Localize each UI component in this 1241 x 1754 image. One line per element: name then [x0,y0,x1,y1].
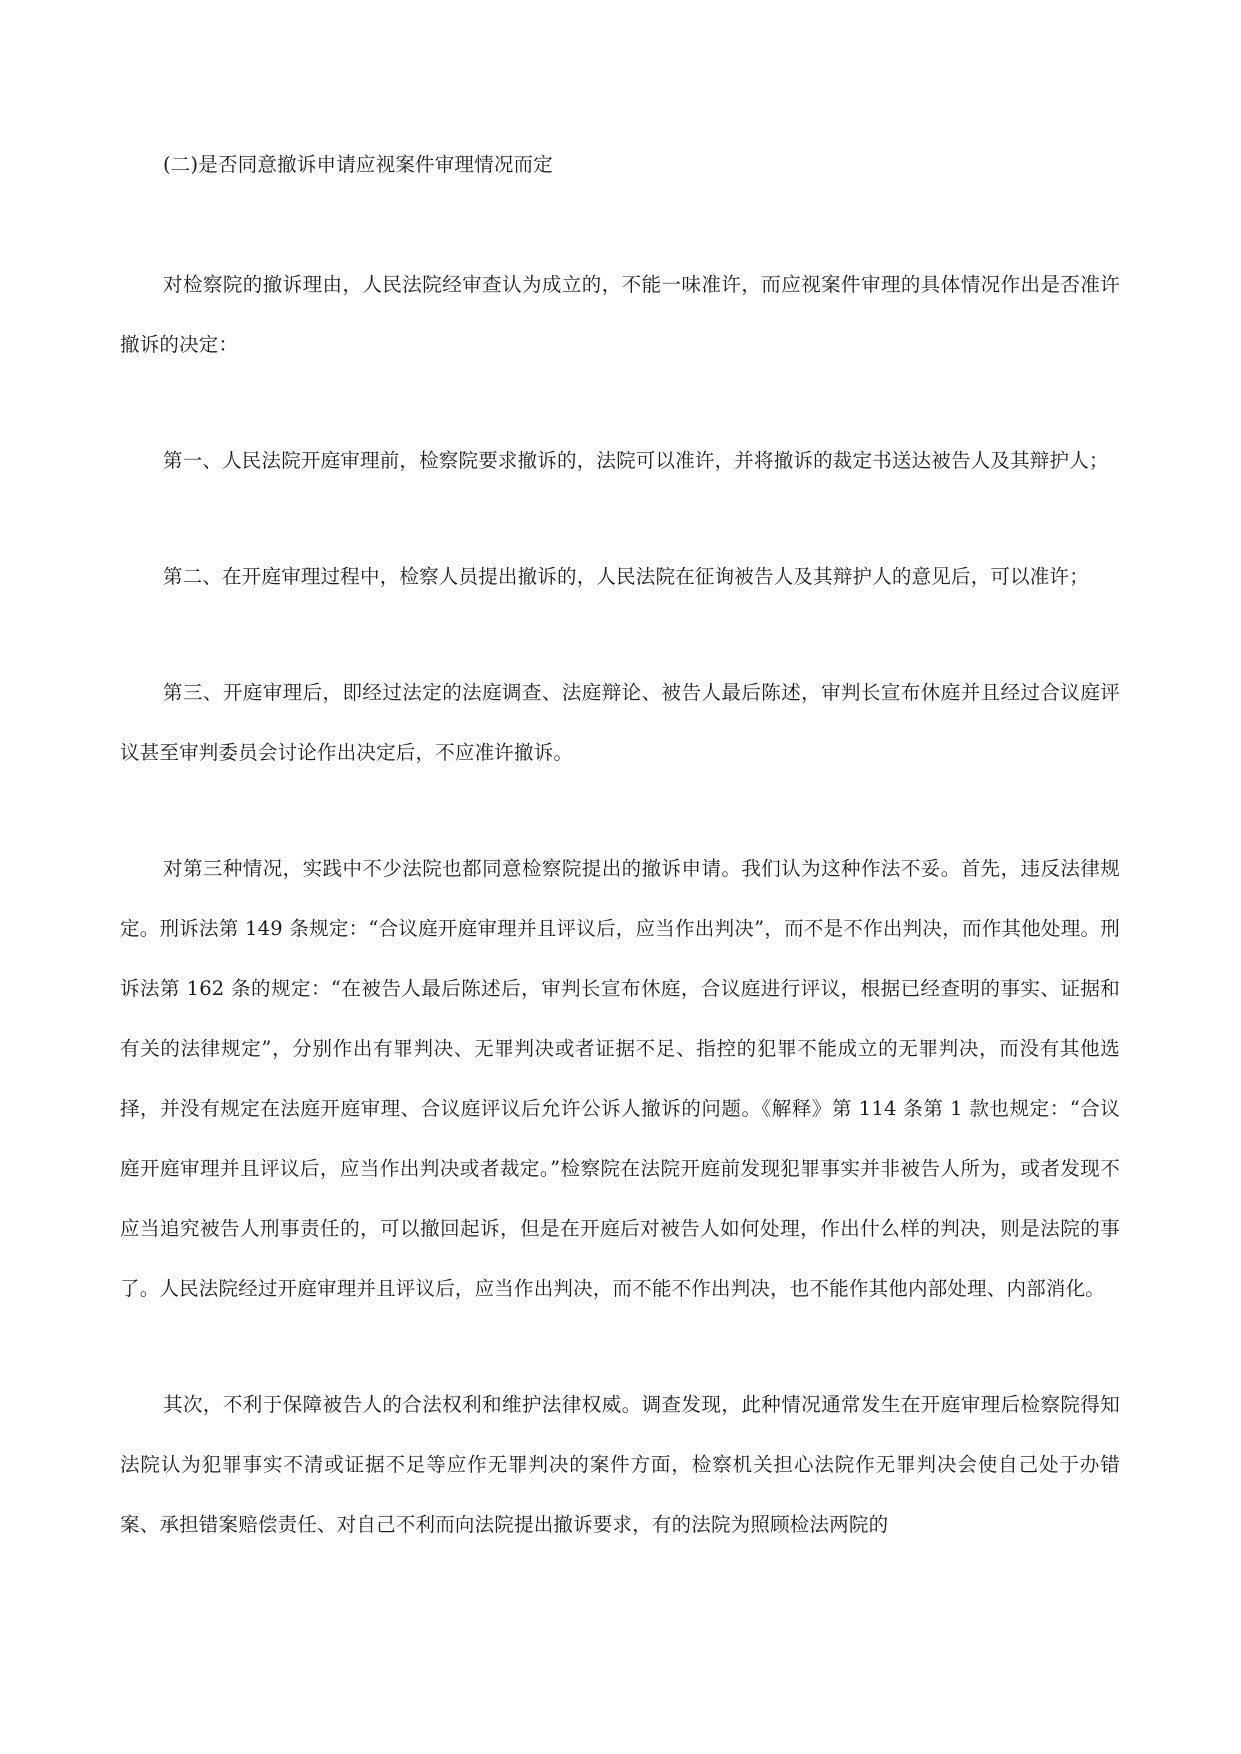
document-body [120,135,1120,1611]
paragraph-analysis: 对第三种情况，实践中不少法院也都同意检察院提出的撤诉申请。我们认为这种作法不妥。首先，违反法律规定。刑诉法第 149 条规定：“合议庭开庭审理并且评议后，应当作出判决”，而不是不作出判决，而作其他处理。刑诉法第 162 条的规定：“在被告人最后陈述后，审判长宣布休庭，合议庭进行评议，根据已经查明的事实、证据和有关的法律规定”，分别作出有罪判决、无罪判决或者证据不足、指控的犯罪不能成立的无罪判决，而没有其他选择，并没有规定在法庭开庭审理、合议庭评议后允许公诉人撤诉的问题。《解释》第 114 条第 1 款也规定：“合议庭开庭审理并且评议后，应当作出判决或者裁定。”检察院在法院开庭前发现犯罪事实并非被告人所为，或者发现不应当追究被告人刑事责任的，可以撤回起诉，但是在开庭后对被告人如何处理，作出什么样的判决，则是法院的事了。人民法院经过开庭审理并且评议后，应当作出判决，而不能不作出判决，也不能作其他内部处理、内部消化。 [120,857,1120,1300]
section-heading: (二)是否同意撤诉申请应视案件审理情况而定 [163,153,553,176]
paragraph-first-case: 第一、人民法院开庭审理前，检察院要求撤诉的，法院可以准许，并将撤诉的裁定书送达被告人及其辩护人； [163,449,1109,472]
paragraph-intro: 对检察院的撤诉理由，人民法院经审查认为成立的，不能一味准许，而应视案件审理的具体情况作出是否准许撤诉的决定： [120,273,1120,356]
paragraph-second-case: 第二、在开庭审理过程中，检察人员提出撤诉的，人民法院在征询被告人及其辩护人的意见后，可以准许； [163,565,1089,588]
paragraph-third-case: 第三、开庭审理后，即经过法定的法庭调查、法庭辩论、被告人最后陈述，审判长宣布休庭并且经过合议庭评议甚至审判委员会讨论作出决定后，不应准许撤诉。 [120,681,1120,764]
paragraph-second-reason: 其次，不利于保障被告人的合法权利和维护法律权威。调查发现，此种情况通常发生在开庭审理后检察院得知法院认为犯罪事实不清或证据不足等应作无罪判决的案件方面，检察机关担心法院作无罪判决会使自己处于办错案、承担错案赔偿责任、对自己不利而向法院提出撤诉要求，有的法院为照顾检法两院的 [120,1393,1120,1536]
